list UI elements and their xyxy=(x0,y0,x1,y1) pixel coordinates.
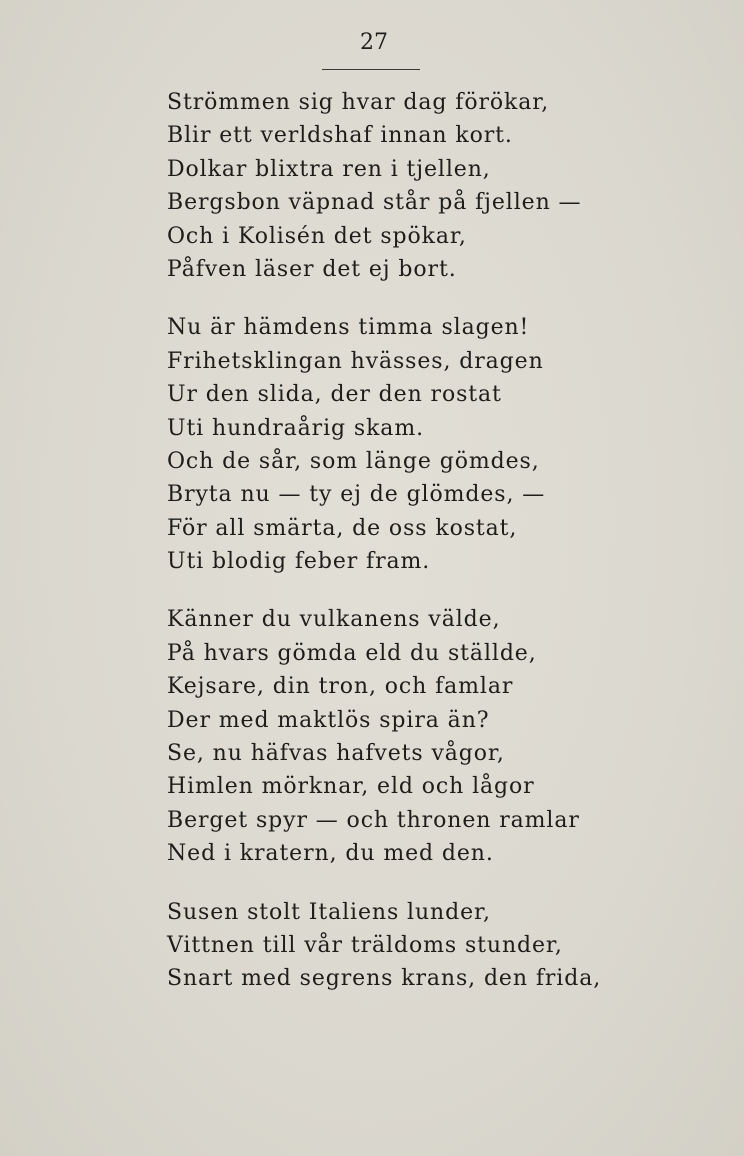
poem-line: Kejsare, din tron, och famlar xyxy=(167,674,514,700)
poem-line: Dolkar blixtra ren i tjellen, xyxy=(167,156,491,182)
poem-line: För all smärta, de oss kostat, xyxy=(167,515,518,541)
poem-line: På hvars gömda eld du ställde, xyxy=(167,640,537,666)
poem-line: Ur den slida, der den rostat xyxy=(167,382,502,408)
poem-line: Och de sår, som länge gömdes, xyxy=(167,448,540,474)
poem-line: Uti hundraårig skam. xyxy=(167,415,424,441)
poem-line: Blir ett verldshaf innan kort. xyxy=(167,123,513,149)
poem-line: Och i Kolisén det spökar, xyxy=(167,223,467,249)
stanza-3 xyxy=(167,603,727,870)
stanza-2 xyxy=(167,311,727,578)
poem-line: Ned i kratern, du med den. xyxy=(167,841,494,867)
poem-line: Strömmen sig hvar dag förökar, xyxy=(167,90,550,115)
poem-line: Himlen mörknar, eld och lågor xyxy=(167,774,535,800)
stanza-1 xyxy=(167,86,727,286)
poem-line: Se, nu häfvas hafvets vågor, xyxy=(167,741,505,767)
poem xyxy=(167,86,727,1021)
poem-line: Påfven läser det ej bort. xyxy=(167,256,457,282)
poem-line: Bryta nu — ty ej de glömdes, — xyxy=(167,482,546,508)
stanza-4 xyxy=(167,896,727,996)
poem-line: Känner du vulkanens välde, xyxy=(167,607,501,633)
page-number: 27 xyxy=(360,30,388,55)
poem-line: Snart med segrens krans, den frida, xyxy=(167,966,602,992)
poem-line: Frihetsklingan hvässes, dragen xyxy=(167,348,544,374)
poem-line: Vittnen till vår träldoms stunder, xyxy=(167,932,563,958)
poem-line: Nu är hämdens timma slagen! xyxy=(167,315,530,341)
poem-line: Susen stolt Italiens lunder, xyxy=(167,899,491,925)
poem-line: Berget spyr — och thronen ramlar xyxy=(167,807,580,833)
poem-line: Bergsbon väpnad står på fjellen — xyxy=(167,190,582,216)
header-rule xyxy=(322,69,420,70)
poem-line: Uti blodig feber fram. xyxy=(167,549,431,575)
poem-line: Der med maktlös spira än? xyxy=(167,707,490,733)
